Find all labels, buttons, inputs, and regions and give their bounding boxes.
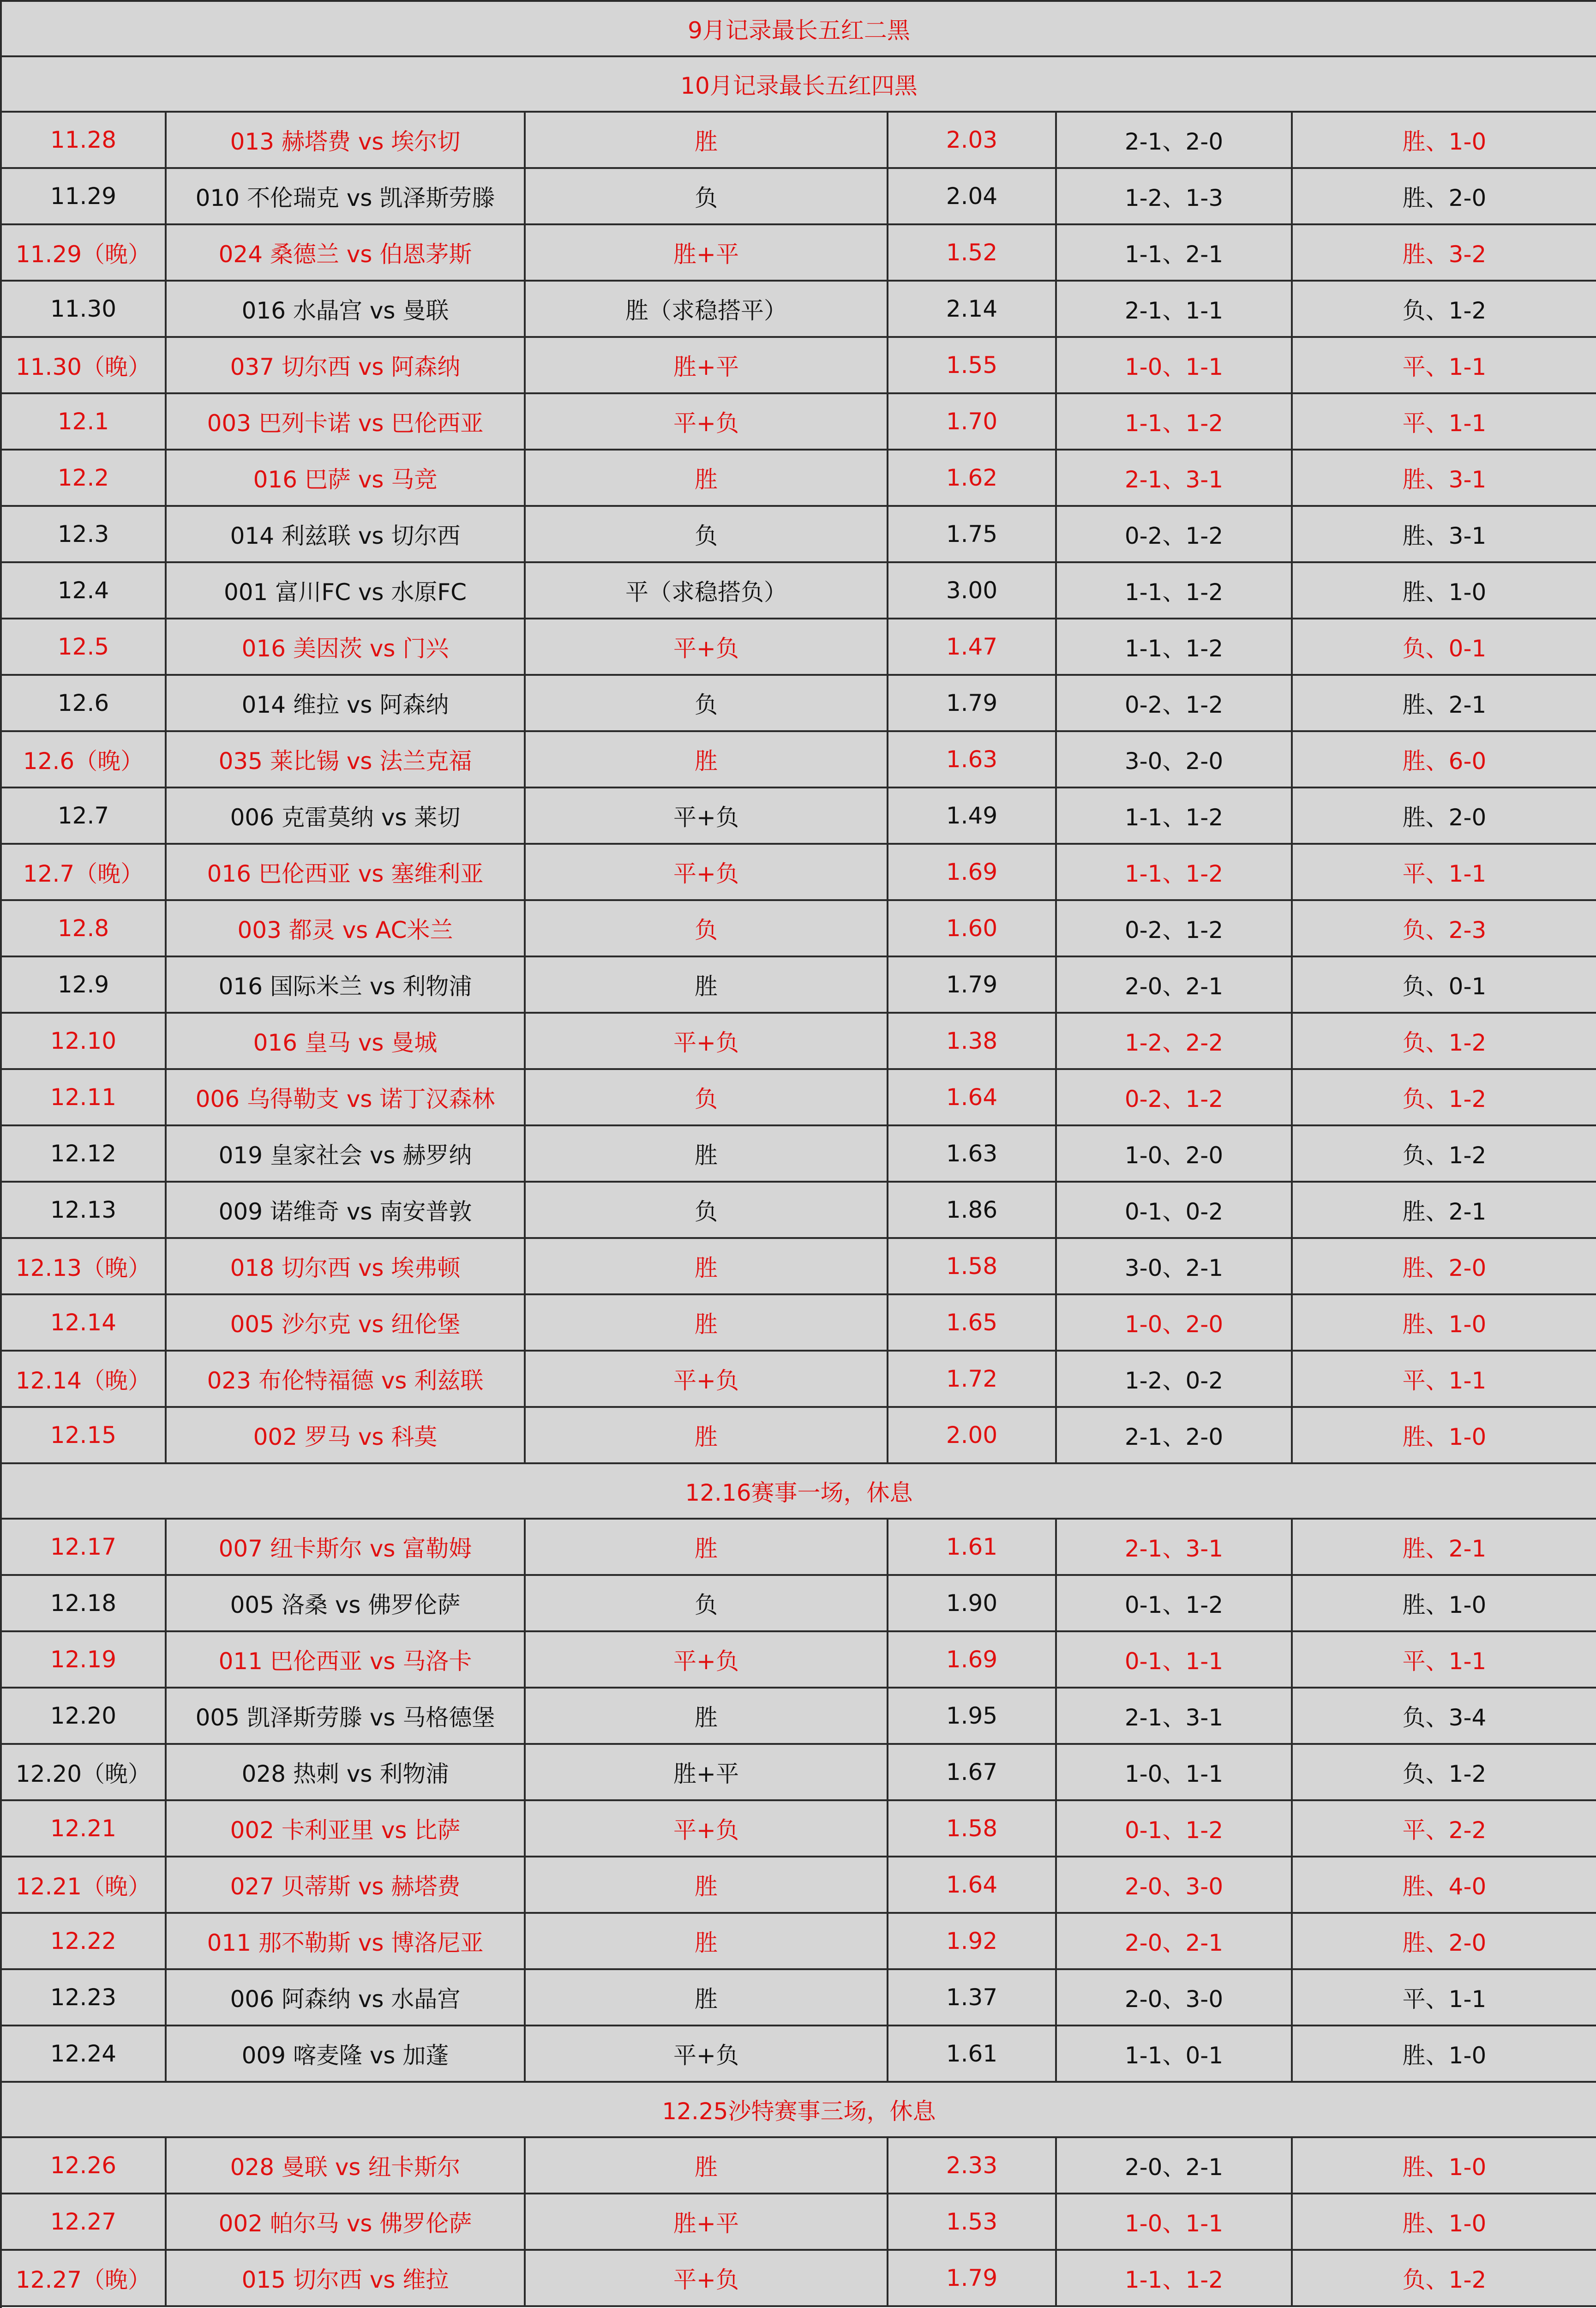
record-header <box>1 56 1596 112</box>
scores-cell: 1-2、1-3 <box>1056 168 1292 224</box>
result-cell: 平、1-1 <box>1292 337 1596 393</box>
table-row <box>1 2026 1596 2082</box>
result-cell: 胜、6-0 <box>1292 731 1596 787</box>
date-cell: 12.8 <box>1 900 166 956</box>
table-row <box>1 281 1596 337</box>
result-cell: 胜、2-1 <box>1292 675 1596 731</box>
scores-cell: 1-1、1-2 <box>1056 2250 1292 2306</box>
result-cell: 胜、3-1 <box>1292 450 1596 506</box>
scores-cell: 1-0、1-1 <box>1056 2194 1292 2250</box>
table-row <box>1 1631 1596 1688</box>
table-row <box>1 1744 1596 1800</box>
match-cell: 016 巴伦西亚 vs 塞维利亚 <box>166 844 525 900</box>
record-header-text: 9月记录最长五红二黑 <box>1 1 1596 56</box>
pick-cell: 平+负 <box>525 2250 888 2306</box>
pick-cell: 胜 <box>525 1857 888 1913</box>
result-cell: 平、1-1 <box>1292 1631 1596 1688</box>
result-cell: 胜、4-0 <box>1292 1857 1596 1913</box>
scores-cell: 1-0、1-1 <box>1056 1744 1292 1800</box>
table-row <box>1 2137 1596 2194</box>
odds-cell: 1.75 <box>888 506 1056 562</box>
result-cell: 负、1-2 <box>1292 1744 1596 1800</box>
odds-cell: 1.69 <box>888 844 1056 900</box>
pick-cell: 胜+平 <box>525 337 888 393</box>
pick-cell: 平+负 <box>525 1631 888 1688</box>
date-cell: 11.30（晚） <box>1 337 166 393</box>
result-cell: 负、0-1 <box>1292 956 1596 1013</box>
table-row <box>1 168 1596 224</box>
pick-cell: 负 <box>525 1069 888 1125</box>
pick-cell: 胜 <box>525 1688 888 1744</box>
table-row <box>1 450 1596 506</box>
result-cell: 负、1-2 <box>1292 2250 1596 2306</box>
match-cell: 006 乌得勒支 vs 诺丁汉森林 <box>166 1069 525 1125</box>
match-cell: 028 热刺 vs 利物浦 <box>166 1744 525 1800</box>
date-cell: 12.13（晚） <box>1 1238 166 1294</box>
match-cell: 014 维拉 vs 阿森纳 <box>166 675 525 731</box>
date-cell: 11.29（晚） <box>1 224 166 281</box>
date-cell: 12.17 <box>1 1519 166 1575</box>
table-row <box>1 1969 1596 2026</box>
scores-cell: 3-0、2-1 <box>1056 1238 1292 1294</box>
result-cell: 胜、1-0 <box>1292 2026 1596 2082</box>
date-cell: 12.27（晚） <box>1 2250 166 2306</box>
pick-cell: 平（求稳搭负） <box>525 562 888 619</box>
result-cell: 负、1-2 <box>1292 1125 1596 1182</box>
pick-cell: 胜 <box>525 1519 888 1575</box>
odds-cell: 1.63 <box>888 1125 1056 1182</box>
result-cell: 负、1-2 <box>1292 1069 1596 1125</box>
scores-cell: 0-1、1-2 <box>1056 1575 1292 1631</box>
odds-cell: 1.60 <box>888 900 1056 956</box>
pick-cell: 平+负 <box>525 1013 888 1069</box>
date-cell: 12.14（晚） <box>1 1351 166 1407</box>
scores-cell: 1-2、0-2 <box>1056 1351 1292 1407</box>
result-cell: 胜、2-1 <box>1292 1182 1596 1238</box>
match-cell: 037 切尔西 vs 阿森纳 <box>166 337 525 393</box>
scores-cell: 0-2、1-2 <box>1056 506 1292 562</box>
result-cell: 胜、1-0 <box>1292 2137 1596 2194</box>
scores-cell: 2-0、3-0 <box>1056 1969 1292 2026</box>
result-cell: 平、1-1 <box>1292 844 1596 900</box>
date-cell: 12.24 <box>1 2026 166 2082</box>
odds-cell: 1.64 <box>888 1857 1056 1913</box>
match-cell: 001 富川FC vs 水原FC <box>166 562 525 619</box>
scores-cell: 0-1、1-2 <box>1056 1800 1292 1857</box>
date-cell: 12.12 <box>1 1125 166 1182</box>
table-row <box>1 956 1596 1013</box>
odds-cell: 1.64 <box>888 1069 1056 1125</box>
result-cell: 平、2-2 <box>1292 1800 1596 1857</box>
scores-cell: 1-1、1-2 <box>1056 787 1292 844</box>
date-cell: 11.30 <box>1 281 166 337</box>
match-cell: 009 诺维奇 vs 南安普敦 <box>166 1182 525 1238</box>
odds-cell: 1.58 <box>888 1238 1056 1294</box>
odds-cell: 1.38 <box>888 1013 1056 1069</box>
odds-cell: 2.33 <box>888 2137 1056 2194</box>
result-cell: 胜、1-0 <box>1292 1294 1596 1351</box>
odds-cell: 1.47 <box>888 619 1056 675</box>
scores-cell: 2-0、3-0 <box>1056 1857 1292 1913</box>
odds-cell: 1.62 <box>888 450 1056 506</box>
date-cell: 12.1 <box>1 393 166 450</box>
table-row <box>1 1013 1596 1069</box>
scores-cell: 1-0、2-0 <box>1056 1125 1292 1182</box>
record-header-text: 10月记录最长五红四黑 <box>1 56 1596 112</box>
footer-title <box>1 2306 1596 2308</box>
date-cell: 12.15 <box>1 1407 166 1463</box>
rest-day-banner <box>1 1463 1596 1519</box>
match-cell: 013 赫塔费 vs 埃尔切 <box>166 112 525 168</box>
match-cell: 016 国际米兰 vs 利物浦 <box>166 956 525 1013</box>
scores-cell: 1-2、2-2 <box>1056 1013 1292 1069</box>
match-cell: 016 皇马 vs 曼城 <box>166 1013 525 1069</box>
result-cell: 胜、1-0 <box>1292 112 1596 168</box>
date-cell: 12.10 <box>1 1013 166 1069</box>
odds-cell: 1.55 <box>888 337 1056 393</box>
result-cell: 胜、1-0 <box>1292 562 1596 619</box>
match-cell: 005 洛桑 vs 佛罗伦萨 <box>166 1575 525 1631</box>
date-cell: 12.20（晚） <box>1 1744 166 1800</box>
match-cell: 003 都灵 vs AC米兰 <box>166 900 525 956</box>
pick-cell: 胜 <box>525 1238 888 1294</box>
result-cell: 平、1-1 <box>1292 1351 1596 1407</box>
result-cell: 胜、1-0 <box>1292 1407 1596 1463</box>
pick-cell: 平+负 <box>525 393 888 450</box>
scores-cell: 2-1、3-1 <box>1056 450 1292 506</box>
date-cell: 12.6 <box>1 675 166 731</box>
odds-cell: 2.03 <box>888 112 1056 168</box>
result-cell: 负、1-2 <box>1292 281 1596 337</box>
date-cell: 12.7（晚） <box>1 844 166 900</box>
match-cell: 011 那不勒斯 vs 博洛尼亚 <box>166 1913 525 1969</box>
scores-cell: 1-1、1-2 <box>1056 619 1292 675</box>
pick-cell: 胜 <box>525 731 888 787</box>
scores-cell: 0-1、0-2 <box>1056 1182 1292 1238</box>
pick-cell: 负 <box>525 1575 888 1631</box>
match-cell: 005 沙尔克 vs 纽伦堡 <box>166 1294 525 1351</box>
pick-cell: 胜 <box>525 450 888 506</box>
odds-cell: 1.79 <box>888 675 1056 731</box>
odds-cell: 1.69 <box>888 1631 1056 1688</box>
match-cell: 014 利兹联 vs 切尔西 <box>166 506 525 562</box>
scores-cell: 1-0、1-1 <box>1056 337 1292 393</box>
odds-cell: 1.95 <box>888 1688 1056 1744</box>
odds-cell: 1.79 <box>888 956 1056 1013</box>
match-cell: 016 美因茨 vs 门兴 <box>166 619 525 675</box>
scores-cell: 2-1、3-1 <box>1056 1519 1292 1575</box>
table-row <box>1 224 1596 281</box>
table-row <box>1 2194 1596 2250</box>
match-cell: 035 莱比锡 vs 法兰克福 <box>166 731 525 787</box>
pick-cell: 胜 <box>525 1294 888 1351</box>
date-cell: 12.9 <box>1 956 166 1013</box>
pick-cell: 负 <box>525 900 888 956</box>
scores-cell: 1-1、2-1 <box>1056 224 1292 281</box>
match-cell: 002 帕尔马 vs 佛罗伦萨 <box>166 2194 525 2250</box>
match-cell: 015 切尔西 vs 维拉 <box>166 2250 525 2306</box>
date-cell: 12.4 <box>1 562 166 619</box>
scores-cell: 2-1、3-1 <box>1056 1688 1292 1744</box>
scores-cell: 2-1、2-0 <box>1056 112 1292 168</box>
result-cell: 胜、3-2 <box>1292 224 1596 281</box>
date-cell: 12.3 <box>1 506 166 562</box>
table-row <box>1 506 1596 562</box>
pick-cell: 平+负 <box>525 844 888 900</box>
match-cell: 023 布伦特福德 vs 利兹联 <box>166 1351 525 1407</box>
pick-cell: 平+负 <box>525 787 888 844</box>
odds-cell: 1.79 <box>888 2250 1056 2306</box>
scores-cell: 1-0、2-0 <box>1056 1294 1292 1351</box>
result-cell: 胜、2-0 <box>1292 168 1596 224</box>
table-row <box>1 2250 1596 2306</box>
scores-cell: 1-1、1-2 <box>1056 844 1292 900</box>
match-cell: 028 曼联 vs 纽卡斯尔 <box>166 2137 525 2194</box>
date-cell: 12.21 <box>1 1800 166 1857</box>
result-cell: 平、1-1 <box>1292 393 1596 450</box>
pick-cell: 平+负 <box>525 2026 888 2082</box>
odds-cell: 2.14 <box>888 281 1056 337</box>
match-cell: 024 桑德兰 vs 伯恩茅斯 <box>166 224 525 281</box>
scores-cell: 0-2、1-2 <box>1056 900 1292 956</box>
table-row <box>1 1519 1596 1575</box>
scores-cell: 1-1、1-2 <box>1056 393 1292 450</box>
odds-cell: 1.61 <box>888 2026 1056 2082</box>
result-cell: 胜、2-1 <box>1292 1519 1596 1575</box>
table-row <box>1 1688 1596 1744</box>
odds-cell: 2.04 <box>888 168 1056 224</box>
match-cell: 016 水晶宫 vs 曼联 <box>166 281 525 337</box>
date-cell: 12.26 <box>1 2137 166 2194</box>
scores-cell: 2-0、2-1 <box>1056 2137 1292 2194</box>
date-cell: 12.11 <box>1 1069 166 1125</box>
match-cell: 016 巴萨 vs 马竞 <box>166 450 525 506</box>
date-cell: 12.18 <box>1 1575 166 1631</box>
match-cell: 002 卡利亚里 vs 比萨 <box>166 1800 525 1857</box>
result-cell: 胜、3-1 <box>1292 506 1596 562</box>
odds-cell: 1.52 <box>888 224 1056 281</box>
match-cell: 027 贝蒂斯 vs 赫塔费 <box>166 1857 525 1913</box>
result-cell: 平、1-1 <box>1292 1969 1596 2026</box>
table-row <box>1 1238 1596 1294</box>
scores-cell: 3-0、2-0 <box>1056 731 1292 787</box>
scores-cell: 1-1、0-1 <box>1056 2026 1292 2082</box>
result-cell: 胜、2-0 <box>1292 1913 1596 1969</box>
match-cell: 007 纽卡斯尔 vs 富勒姆 <box>166 1519 525 1575</box>
odds-cell: 1.49 <box>888 787 1056 844</box>
pick-cell: 胜（求稳搭平） <box>525 281 888 337</box>
table-row <box>1 1575 1596 1631</box>
pick-cell: 胜+平 <box>525 1744 888 1800</box>
pick-cell: 负 <box>525 1182 888 1238</box>
scores-cell: 1-1、1-2 <box>1056 562 1292 619</box>
table-row <box>1 1351 1596 1407</box>
pick-cell: 胜 <box>525 1407 888 1463</box>
date-cell: 12.7 <box>1 787 166 844</box>
date-cell: 12.5 <box>1 619 166 675</box>
match-cell: 006 阿森纳 vs 水晶宫 <box>166 1969 525 2026</box>
odds-cell: 1.65 <box>888 1294 1056 1351</box>
result-cell: 负、2-3 <box>1292 900 1596 956</box>
odds-cell: 2.00 <box>888 1407 1056 1463</box>
result-cell: 胜、1-0 <box>1292 1575 1596 1631</box>
pick-cell: 胜 <box>525 1969 888 2026</box>
rest-day-banner <box>1 2082 1596 2137</box>
table-row <box>1 1407 1596 1463</box>
pick-cell: 胜 <box>525 1125 888 1182</box>
pick-cell: 胜+平 <box>525 2194 888 2250</box>
pick-cell: 胜 <box>525 1913 888 1969</box>
table-row <box>1 787 1596 844</box>
scores-cell: 2-0、2-1 <box>1056 956 1292 1013</box>
footer-row <box>1 2306 1596 2308</box>
rest-day-banner-text: 12.16赛事一场，休息 <box>1 1463 1596 1519</box>
table-row <box>1 900 1596 956</box>
table-row <box>1 731 1596 787</box>
match-cell: 003 巴列卡诺 vs 巴伦西亚 <box>166 393 525 450</box>
table-row <box>1 337 1596 393</box>
table-row <box>1 1857 1596 1913</box>
date-cell: 12.19 <box>1 1631 166 1688</box>
odds-cell: 1.70 <box>888 393 1056 450</box>
match-cell: 018 切尔西 vs 埃弗顿 <box>166 1238 525 1294</box>
record-header <box>1 1 1596 56</box>
date-cell: 11.28 <box>1 112 166 168</box>
table-row <box>1 844 1596 900</box>
date-cell: 12.23 <box>1 1969 166 2026</box>
pick-cell: 负 <box>525 506 888 562</box>
scores-cell: 0-2、1-2 <box>1056 1069 1292 1125</box>
result-cell: 负、0-1 <box>1292 619 1596 675</box>
scores-cell: 0-2、1-2 <box>1056 675 1292 731</box>
odds-cell: 1.92 <box>888 1913 1056 1969</box>
odds-cell: 1.63 <box>888 731 1056 787</box>
result-cell: 负、3-4 <box>1292 1688 1596 1744</box>
date-cell: 12.22 <box>1 1913 166 1969</box>
table-row <box>1 675 1596 731</box>
pick-cell: 平+负 <box>525 1351 888 1407</box>
match-cell: 009 喀麦隆 vs 加蓬 <box>166 2026 525 2082</box>
pick-cell: 负 <box>525 168 888 224</box>
result-cell: 胜、2-0 <box>1292 1238 1596 1294</box>
table-row <box>1 1294 1596 1351</box>
match-cell: 019 皇家社会 vs 赫罗纳 <box>166 1125 525 1182</box>
match-cell: 010 不伦瑞克 vs 凯泽斯劳滕 <box>166 168 525 224</box>
table-row <box>1 1069 1596 1125</box>
table-row <box>1 1913 1596 1969</box>
table-row <box>1 1125 1596 1182</box>
result-cell: 胜、1-0 <box>1292 2194 1596 2250</box>
date-cell: 12.27 <box>1 2194 166 2250</box>
rest-day-banner-text: 12.25沙特赛事三场，休息 <box>1 2082 1596 2137</box>
match-cell: 011 巴伦西亚 vs 马洛卡 <box>166 1631 525 1688</box>
date-cell: 12.21（晚） <box>1 1857 166 1913</box>
result-cell: 负、1-2 <box>1292 1013 1596 1069</box>
odds-cell: 1.58 <box>888 1800 1056 1857</box>
pick-cell: 负 <box>525 675 888 731</box>
table-row <box>1 112 1596 168</box>
match-cell: 006 克雷莫纳 vs 莱切 <box>166 787 525 844</box>
table-row <box>1 393 1596 450</box>
date-cell: 12.6（晚） <box>1 731 166 787</box>
pick-cell: 胜+平 <box>525 224 888 281</box>
result-cell: 胜、2-0 <box>1292 787 1596 844</box>
odds-cell: 1.67 <box>888 1744 1056 1800</box>
scores-cell: 2-1、2-0 <box>1056 1407 1292 1463</box>
pick-cell: 平+负 <box>525 1800 888 1857</box>
odds-cell: 1.72 <box>888 1351 1056 1407</box>
pick-cell: 胜 <box>525 112 888 168</box>
odds-cell: 3.00 <box>888 562 1056 619</box>
odds-cell: 1.53 <box>888 2194 1056 2250</box>
odds-cell: 1.86 <box>888 1182 1056 1238</box>
date-cell: 12.14 <box>1 1294 166 1351</box>
scores-cell: 2-1、1-1 <box>1056 281 1292 337</box>
scores-cell: 0-1、1-1 <box>1056 1631 1292 1688</box>
pick-cell: 平+负 <box>525 619 888 675</box>
table-row <box>1 1182 1596 1238</box>
scores-cell: 2-0、2-1 <box>1056 1913 1292 1969</box>
date-cell: 12.20 <box>1 1688 166 1744</box>
pick-cell: 胜 <box>525 2137 888 2194</box>
odds-cell: 1.37 <box>888 1969 1056 2026</box>
match-cell: 002 罗马 vs 科莫 <box>166 1407 525 1463</box>
date-cell: 12.13 <box>1 1182 166 1238</box>
table-row <box>1 562 1596 619</box>
date-cell: 12.2 <box>1 450 166 506</box>
pick-cell: 胜 <box>525 956 888 1013</box>
odds-cell: 1.61 <box>888 1519 1056 1575</box>
odds-cell: 1.90 <box>888 1575 1056 1631</box>
table-row <box>1 619 1596 675</box>
table-row <box>1 1800 1596 1857</box>
match-cell: 005 凯泽斯劳滕 vs 马格德堡 <box>166 1688 525 1744</box>
date-cell: 11.29 <box>1 168 166 224</box>
